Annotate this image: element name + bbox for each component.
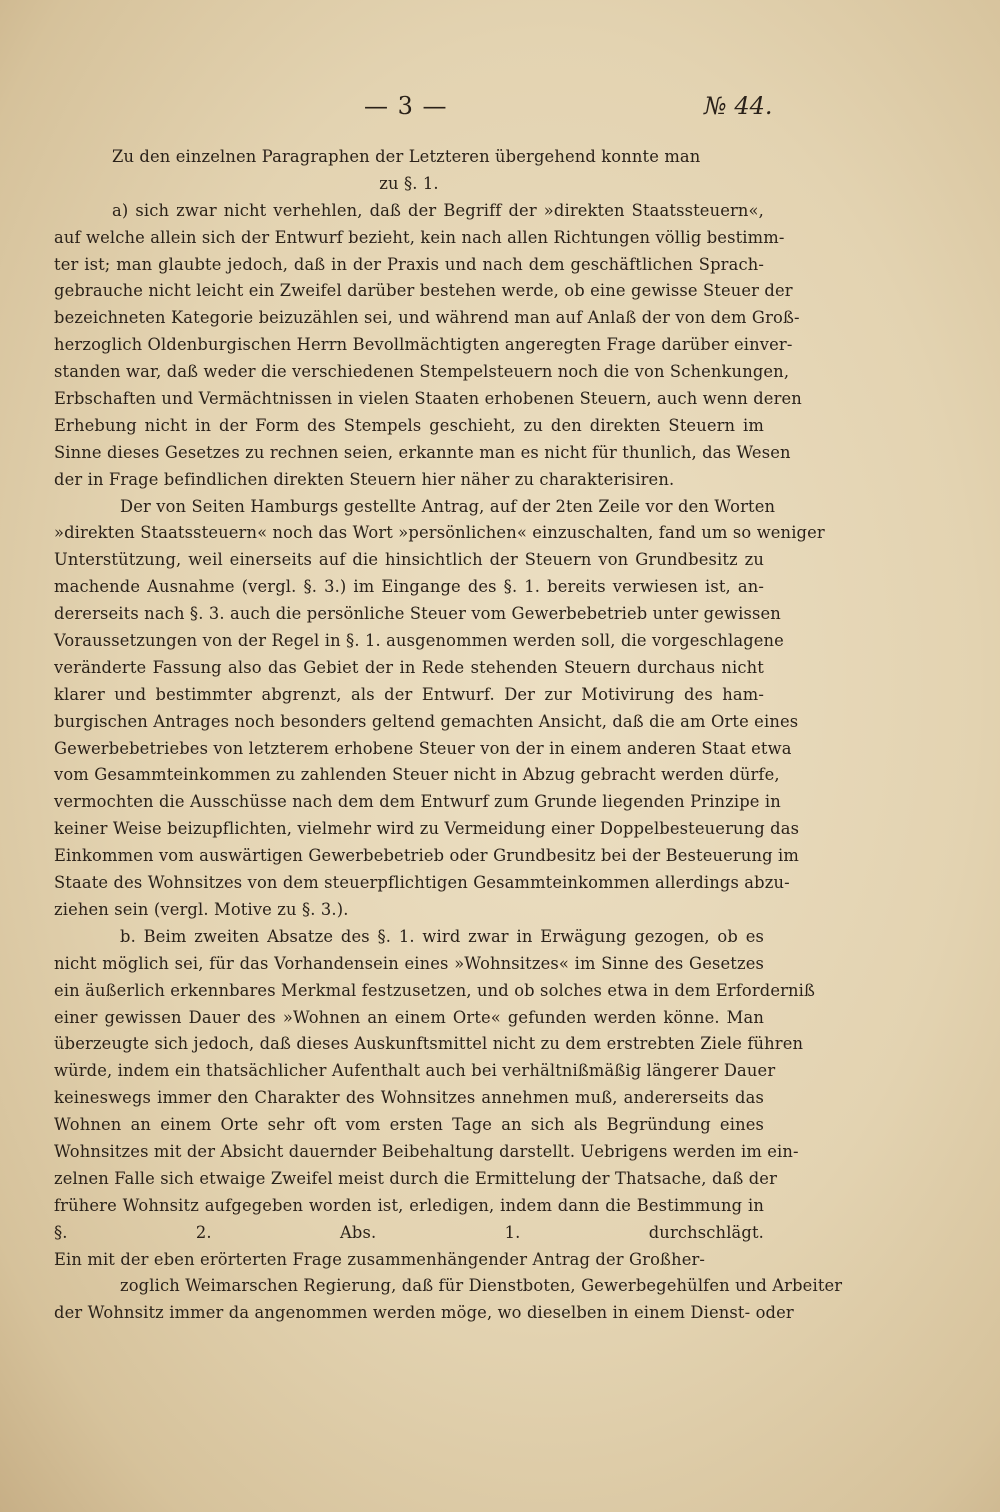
text-line: Voraussetzungen von der Regel in §. 1. ausgenommen werden soll, die vorgeschlagene (54, 631, 784, 651)
text-line: herzoglich Oldenburgischen Herrn Bevollmächtigten angeregten Frage darüber einver- (54, 335, 793, 355)
text-line: der in Frage befindlichen direkten Steuern hier näher zu charakterisiren. (54, 469, 675, 489)
text-line: ter ist; man glaubte jedoch, daß in der Praxis und nach dem geschäftlichen Sprach- (54, 254, 764, 274)
text-line: überzeugte sich jedoch, daß dieses Auskunftsmittel nicht zu dem erstrebten Ziele führen (54, 1034, 804, 1054)
text-line: dererseits nach §. 3. auch die persönliche Steuer vom Gewerbebetrieb unter gewissen (54, 604, 781, 624)
text-line: standen war, daß weder die verschiedenen Stempelsteuern noch die von Schenkungen, (54, 362, 790, 382)
text-line: Unterstützung, weil einerseits auf die hinsichtlich der Steuern von Grundbesitz zu (54, 550, 764, 570)
text-line: vom Gesammteinkommen zu zahlenden Steuer nicht in Abzug gebracht werden dürfe, (54, 765, 780, 785)
document-number: № 44. (704, 92, 773, 120)
text-line: ein äußerlich erkennbares Merkmal festzusetzen, und ob solches etwa in dem Erforderniß (54, 980, 816, 1000)
text-line: der Wohnsitz immer da angenommen werden möge, wo dieselben in einem Dienst- oder (54, 1303, 794, 1323)
text-line: Staate des Wohnsitzes von dem steuerpflichtigen Gesammteinkommen allerdings abzu- (54, 873, 790, 893)
text-line: klarer und bestimmter abgrenzt, als der Entwurf. Der zur Motivirung des ham- (54, 684, 764, 704)
text-line: frühere Wohnsitz aufgegeben worden ist, erledigen, indem dann die Bestimmung in (54, 1195, 764, 1215)
text-line: Gewerbebetriebes von letzterem erhobene Steuer von der in einem anderen Staat etwa (54, 738, 792, 758)
page-number: — 3 — (364, 92, 448, 120)
text-line: zoglich Weimarschen Regierung, daß für Dienstboten, Gewerbegehülfen und Arbeiter (120, 1276, 843, 1296)
text-line: »direkten Staatssteuern« noch das Wort »persönlichen« einzuschalten, fand um so weniger (54, 523, 825, 543)
text-line: ziehen sein (vergl. Motive zu §. 3.). (54, 899, 349, 919)
text-line: Der von Seiten Hamburgs gestellte Antrag, auf der 2ten Zeile vor den Worten (120, 496, 776, 516)
page-header (0, 92, 1000, 126)
text-line: Zu den einzelnen Paragraphen der Letzteren übergehend konnte man (112, 147, 701, 166)
text-line: zelnen Falle sich etwaige Zweifel meist durch die Ermittelung der Thatsache, daß der (54, 1168, 778, 1188)
text-line: gebrauche nicht leicht ein Zweifel darüber bestehen werde, ob eine gewisse Steuer der (54, 281, 793, 301)
text-line: Wohnsitzes mit der Absicht dauernder Beibehaltung darstellt. Uebrigens werden im ein- (54, 1141, 799, 1161)
text-line: Erhebung nicht in der Form des Stempels geschieht, zu den direkten Steuern im (54, 415, 764, 435)
text-line: bezeichneten Kategorie beizuzählen sei, und während man auf Anlaß der von dem Groß- (54, 308, 800, 328)
text-line: Einkommen vom auswärtigen Gewerbebetrieb oder Grundbesitz bei der Besteuerung im (54, 846, 799, 866)
text-line: Wohnen an einem Orte sehr oft vom ersten Tage an sich als Begründung eines (54, 1115, 764, 1135)
text-line: Sinne dieses Gesetzes zu rechnen seien, erkannte man es nicht für thunlich, das Wesen (54, 442, 791, 462)
text-line: einer gewissen Dauer des »Wohnen an einem Orte« gefunden werden könne. Man (54, 1007, 764, 1027)
text-line: Ein mit der eben erörterten Frage zusammenhängender Antrag der Großher- (54, 1249, 706, 1269)
body-text (54, 144, 843, 1327)
text-line: veränderte Fassung also das Gebiet der in Rede stehenden Steuern durchaus nicht (54, 657, 764, 677)
text-line: a) sich zwar nicht verhehlen, daß der Begriff der »direkten Staatssteuern«, (112, 200, 764, 220)
section-heading: zu §. 1. (379, 173, 439, 193)
text-line: keineswegs immer den Charakter des Wohnsitzes annehmen muß, andererseits das (54, 1088, 764, 1108)
text-line: machende Ausnahme (vergl. §. 3.) im Eingange des §. 1. bereits verwiesen ist, an- (54, 577, 764, 597)
text-line: b. Beim zweiten Absatze des §. 1. wird zwar in Erwägung gezogen, ob es (120, 926, 764, 946)
text-line: Erbschaften und Vermächtnissen in vielen Staaten erhobenen Steuern, auch wenn deren (54, 389, 802, 409)
text-line: auf welche allein sich der Entwurf bezieht, kein nach allen Richtungen völlig bestimm- (54, 227, 785, 247)
text-line: vermochten die Ausschüsse nach dem dem Entwurf zum Grunde liegenden Prinzipe in (54, 792, 781, 812)
text-line: nicht möglich sei, für das Vorhandensein eines »Wohnsitzes« im Sinne des Gesetzes (54, 953, 764, 973)
text-line: burgischen Antrages noch besonders geltend gemachten Ansicht, daß die am Orte eines (54, 711, 799, 731)
text-line: würde, indem ein thatsächlicher Aufenthalt auch bei verhältnißmäßig längerer Dauer (54, 1061, 776, 1081)
text-line: keiner Weise beizupflichten, vielmehr wird zu Vermeidung einer Doppelbesteuerung das (54, 819, 800, 839)
text-line: §. 2. Abs. 1. durchschlägt. (54, 1222, 764, 1242)
